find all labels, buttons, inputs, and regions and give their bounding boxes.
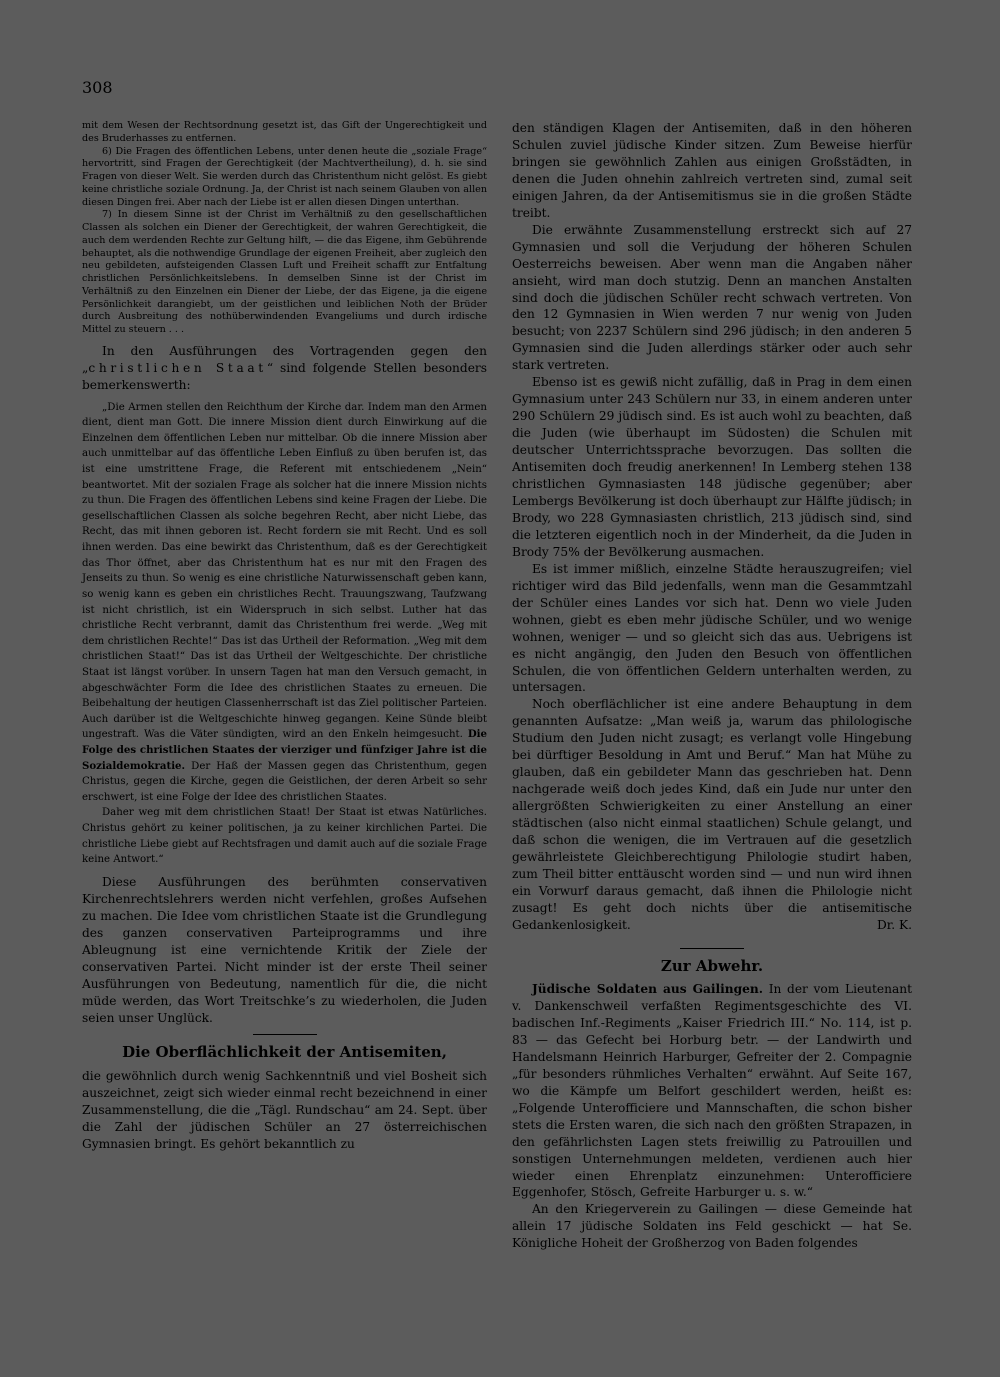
signature: Dr. K. bbox=[877, 917, 912, 932]
right-paragraph-2: Die erwähnte Zusammenstellung erstreckt sich auf 27 Gymnasien und soll die Verjudung der höheren Schulen Oesterreichs beweisen. Aber wenn man die Angaben näher ansieht, wird man doch stutzig. Denn an manchen Anstalten sind doch die jüdischen Schüler recht schwach vertreten. Von den 12 Gymnasien in Wien werden 7 nur wenig von Juden besucht; von 2237 Schülern sind 296 jüdisch; in den anderen 5 Gymnasien sind die Juden allerdings stärker oder auch sehr stark vertreten. bbox=[512, 222, 912, 373]
right-paragraph-6 bbox=[512, 981, 912, 1201]
right-paragraph-3: Ebenso ist es gewiß nicht zufällig, daß in Prag in dem einen Gymnasium unter 243 Schülern nur 33, in einem anderen unter 290 Schülern 29 jüdisch sind. Es ist auch wohl zu beachten, daß die Juden (wie überhaupt im Südosten) die Schulen mit deutscher Unterrichtssprache bevorzugen. Das sollten die Antisemiten doch freudig anerkennen! In Lemberg stehen 138 christlichen Gymnasiasten 148 jüdische gegenüber; aber Lembergs Bevölkerung ist doch überhaupt zur Hälfte jüdisch; in Brody, wo 228 Gymnasiasten christlich, 213 jüdisch sind, sind die letzteren eigentlich noch in der Minderheit, da die Juden in Brody 75% der Bevölkerung ausmachen. bbox=[512, 375, 912, 559]
left-quote-1-body: „Die Armen stellen den Reichthum der Kirche dar. Indem man den Armen dient, dient man Gott. Die innere Mission dient durch Einwirkung auf die Einzelnen dem öffentlichen Leben nur mittelbar. Ob die innere Mission aber auch unmittelbar auf das öffentliche Leben Einfluß zu üben berufen ist, das ist eine umstrittene Frage, die Referent mit entschiedenem „Nein“ beantwortet. Mit der sozialen Frage als solcher hat die innere Mission nichts zu thun. Die Fragen des öffentlichen Lebens sind keine Fragen der Liebe. Die gesellschaftlichen Classen als solche begehren Recht, aber nicht Liebe, das Recht, das mit ihnen geboren ist. Recht fordern sie mit Recht. Und es soll ihnen werden. Das eine bewirkt das Christenthum, daß es der Gerechtigkeit das Thor öffnet, aber das Christenthum hat es nur mit den Fragen des Jenseits zu thun. So wenig es eine christliche Naturwissenschaft geben kann, so wenig kann es geben ein christliches Recht. Trauungszwang, Taufzwang ist nicht christlich, ist ein Widerspruch in sich selbst. Luther hat das christliche Recht verbrannt, damit das Christenthum frei werde. „Weg mit dem christlichen Rechte!“ Das ist das Urtheil der Reformation. „Weg mit dem christlichen Staat!“ Das ist das Urtheil der Weltgeschichte. Der christliche Staat ist längst vorüber. In unsern Tagen hat man den Versuch gemacht, in abgeschwächter Form die Idee des christlichen Staates zu erneuen. Die Beibehaltung der heutigen Classenherrschaft ist das Ziel politischer Parteien. Auch darüber ist die Weltgeschichte hinweg gegangen. Keine Sünde bleibt ungestraft. Was die Väter sündigten, wird an den Enkeln heimgesucht. bbox=[82, 401, 487, 741]
right-paragraph-6-body: In der vom Lieutenant v. Dankenschweil verfaßten Regimentsgeschichte des VI. badischen Inf.-Regiments „Kaiser Friedrich III.“ No. 114, ist p. 83 — das Gefecht bei Horburg betr. — der Landwirth und Handelsmann Heinrich Harburger, Gefreiter der 2. Compagnie „für besonders rühmliches Verhalten“ erwähnt. Auf Seite 167, wo die Kämpfe um Belfort geschildert werden, heißt es: „Folgende Unterofficiere und Mannschaften, die schon bisher stets die Ersten waren, die sich nach den größten Strapazen, in den gefährlichsten Lagen stets freiwillig zu Patrouillen und sonstigen Unternehmungen meldeten, verdienen auch hier wieder einen Ehrenplatz einzunehmen: Unterofficiere Eggenhofer, Stösch, Gefreite Harburger u. s. w.“ bbox=[512, 982, 913, 1200]
left-paragraph-4-end: “ sind folgende Stellen besonders bemerkenswerth: bbox=[82, 360, 487, 392]
left-paragraph-4-spaced: christlichen Staat bbox=[88, 360, 267, 375]
left-paragraph-5: Diese Ausführungen des berühmten conservativen Kirchenrechtslehrers werden nicht verfehlen, großes Aufsehen zu machen. Die Idee vom christlichen Staate ist die Grundlegung des ganzen conservativen Parteiprogramms und ihre Ableugnung ist eine vernichtende Kritik der Ziele der conservativen Partei. Nicht minder ist der erste Theil seiner Ausführungen von Bedeutung, namentlich für die, die nicht müde werden, das Wort Treitschke’s zu wiederholen, die Juden seien unser Unglück. bbox=[82, 874, 487, 1025]
left-paragraph-2: 6) Die Fragen des öffentlichen Lebens, unter denen heute die „soziale Frage“ hervortritt, sind Fragen der Gerechtigkeit (der Machtvertheilung), d. h. sie sind Fragen von dieser Welt. Sie werden durch das Christenthum nicht gelöst. Es giebt keine christliche soziale Ordnung. Ja, der Christ ist nach seinem Glauben von allen diesen Dingen frei. Aber nach der Liebe ist er allen diesen Dingen unterthan. bbox=[82, 145, 487, 208]
right-paragraph-5-body: Noch oberflächlicher ist eine andere Behauptung in dem genannten Aufsatze: „Man weiß ja, warum das philologische Studium den Juden nicht zusagt; es verlangt volle Hingebung bei dürftiger Besoldung in Amt und Beruf.“ Man hat Mühe zu glauben, daß ein gebildeter Mann das geschrieben hat. Denn nachgerade weiß doch jedes Kind, daß ein Jude nur unter den allergrößten Schwierigkeiten zu einer Anstellung an einer städtischen (also nicht einmal staatlichen) Schule gelangt, und daß schon die wenigen, die im Vertrauen auf die gesetzlich gewährleistete Gleichberechtigung Philologie studirt haben, zum Theil bitter enttäuscht worden sind — und nun wird ihnen ein Vorwurf daraus gemacht, daß ihnen die Philologie nicht zusagt! Es geht doch nichts über die antisemitische Gedankenlosigkeit. bbox=[512, 697, 912, 932]
left-paragraph-4 bbox=[82, 343, 487, 394]
right-paragraph-7: An den Kriegerverein zu Gailingen — diese Gemeinde hat allein 17 jüdische Soldaten ins Feld geschickt — hat Se. Königliche Hoheit der Großherzog von Baden folgendes bbox=[512, 1202, 912, 1251]
article-heading: Die Oberflächlichkeit der Antisemiten, bbox=[122, 1043, 447, 1062]
left-paragraph-1: mit dem Wesen der Rechtsordnung gesetzt ist, das Gift der Ungerechtigkeit und des Bruderhasses zu entfernen. bbox=[82, 120, 487, 144]
right-column bbox=[512, 120, 912, 1252]
left-quote-2: Daher weg mit dem christlichen Staat! Der Staat ist etwas Natürliches. Christus gehört zu keiner politischen, ja zu keiner kirchlichen Partei. Die christliche Liebe giebt auf Rechtsfragen und damit auch auf die soziale Frage keine Antwort.“ bbox=[82, 807, 487, 866]
page-number: 308 bbox=[82, 78, 113, 97]
right-paragraph-4: Es ist immer mißlich, einzelne Städte herauszugreifen; viel richtiger wird das Bild jedenfalls, wenn man die Gesammtzahl der Schüler eines Landes vor sich hat. Denn wo viele Juden wohnen, giebt es eben mehr jüdische Schüler, und wo wenige wohnen, weniger — und so gleicht sich das aus. Uebrigens ist es nicht angängig, den Juden den Besuch von öffentlichen Schulen, die von öffentlichen Geldern unterhalten werden, zu untersagen. bbox=[512, 561, 912, 695]
left-paragraph-6: die gewöhnlich durch wenig Sachkenntniß und viel Bosheit sich auszeichnet, zeigt sich wieder einmal recht bezeichnend in einer Zusammenstellung, die die „Tägl. Rundschau“ am 24. Sept. über die Zahl der jüdischen Schüler an 27 österreichischen Gymnasien bringt. Es gehört bekanntlich zu bbox=[82, 1068, 487, 1151]
divider-rule bbox=[253, 1034, 317, 1035]
left-column bbox=[82, 120, 487, 1153]
subheading: Jüdische Soldaten aus Gailingen. bbox=[532, 982, 764, 997]
right-paragraph-5 bbox=[512, 696, 912, 933]
left-quote-1 bbox=[82, 400, 487, 806]
left-paragraph-4-start: In den Ausführungen des Vortragenden gegen den „ bbox=[82, 343, 487, 375]
divider-rule-right bbox=[680, 948, 744, 949]
left-quote-1-bold: Die Folge des christlichen Staates der vierziger und fünfziger Jahre ist die Sozialdemokratie. bbox=[82, 728, 487, 772]
left-quote-1-end: Der Haß der Massen gegen das Christenthum, gegen Christus, gegen die Kirche, gegen die Geistlichen, der deren Arbeit so sehr erschwert, ist eine Folge der Idee des christlichen Staates. bbox=[82, 760, 487, 803]
right-paragraph-1: den ständigen Klagen der Antisemiten, daß in den höheren Schulen zuviel jüdische Kinder sitzen. Zum Beweise hierfür bringen sie gewöhnlich Zahlen aus einigen Großstädten, in denen die Juden ohnehin zahlreich vertreten sind, zumal seit einigen Jahren, da der Antisemitismus sie in die großen Städte treibt. bbox=[512, 121, 912, 220]
left-paragraph-3: 7) In diesem Sinne ist der Christ im Verhältniß zu den gesellschaftlichen Classen als solchen ein Diener der Gerechtigkeit, der wahren Gerechtigkeit, die auch dem werdenden Rechte zur Geltung hilft, — die das Eigene, ihm Gebührende behauptet, als die nothwendige Grundlage der eigenen Freiheit, aber zugleich den neu gebildeten, aufsteigenden Classen Luft und Freiheit schafft zur Entfaltung christlichen Persönlichkeitslebens. In demselben Sinne ist der Christ im Verhältniß zu den Einzelnen ein Diener der Liebe, der das Eigene, ja die eigene Persönlichkeit darangiebt, um der geistlichen und leiblichen Noth der Brüder durch Ausbreitung des nothüberwindenden Evangeliums und durch irdische Mittel zu steuern . . . bbox=[82, 209, 487, 335]
section-heading: Zur Abwehr. bbox=[660, 956, 764, 975]
